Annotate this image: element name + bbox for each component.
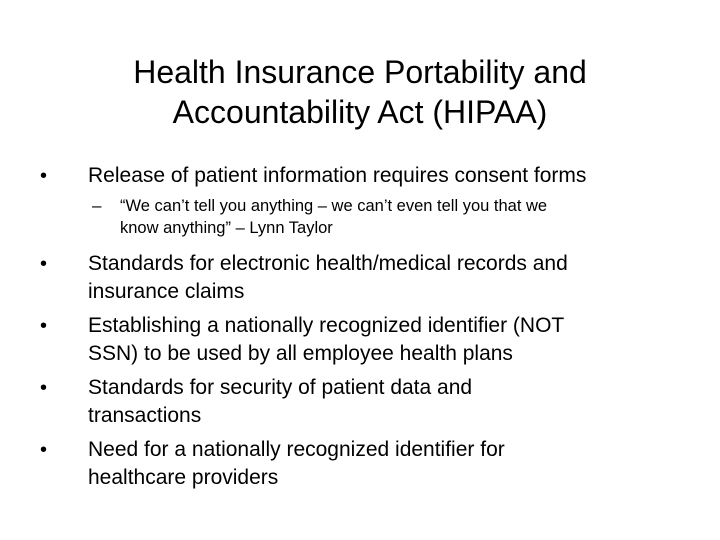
bullet-item <box>40 436 680 492</box>
slide-title: Health Insurance Portability and Accountability Act (HIPAA) <box>133 54 587 130</box>
bullet-item <box>40 312 680 368</box>
bullet-marker: • <box>40 315 48 337</box>
sub-bullet-item <box>92 195 662 239</box>
sub-bullet-marker: – <box>92 196 102 215</box>
bullet-text: Release of patient information requires consent forms <box>88 164 587 187</box>
sub-bullet-text: “We can’t tell you anything – we can’t even tell you that we know anything” – Lynn Taylor <box>120 197 548 237</box>
bullet-marker: • <box>40 439 48 461</box>
bullet-item <box>40 162 680 190</box>
bullet-text: Standards for security of patient data and transactions <box>88 376 473 427</box>
bullet-marker: • <box>40 377 48 399</box>
bullet-item <box>40 250 680 306</box>
bullet-item <box>40 374 680 430</box>
bullet-text: Standards for electronic health/medical records and insurance claims <box>88 252 568 303</box>
bullet-text: Establishing a nationally recognized identifier (NOT SSN) to be used by all employee health plans <box>88 314 565 365</box>
bullet-text: Need for a nationally recognized identifier for healthcare providers <box>88 438 505 489</box>
bullet-marker: • <box>40 165 48 187</box>
bullet-marker: • <box>40 253 48 275</box>
